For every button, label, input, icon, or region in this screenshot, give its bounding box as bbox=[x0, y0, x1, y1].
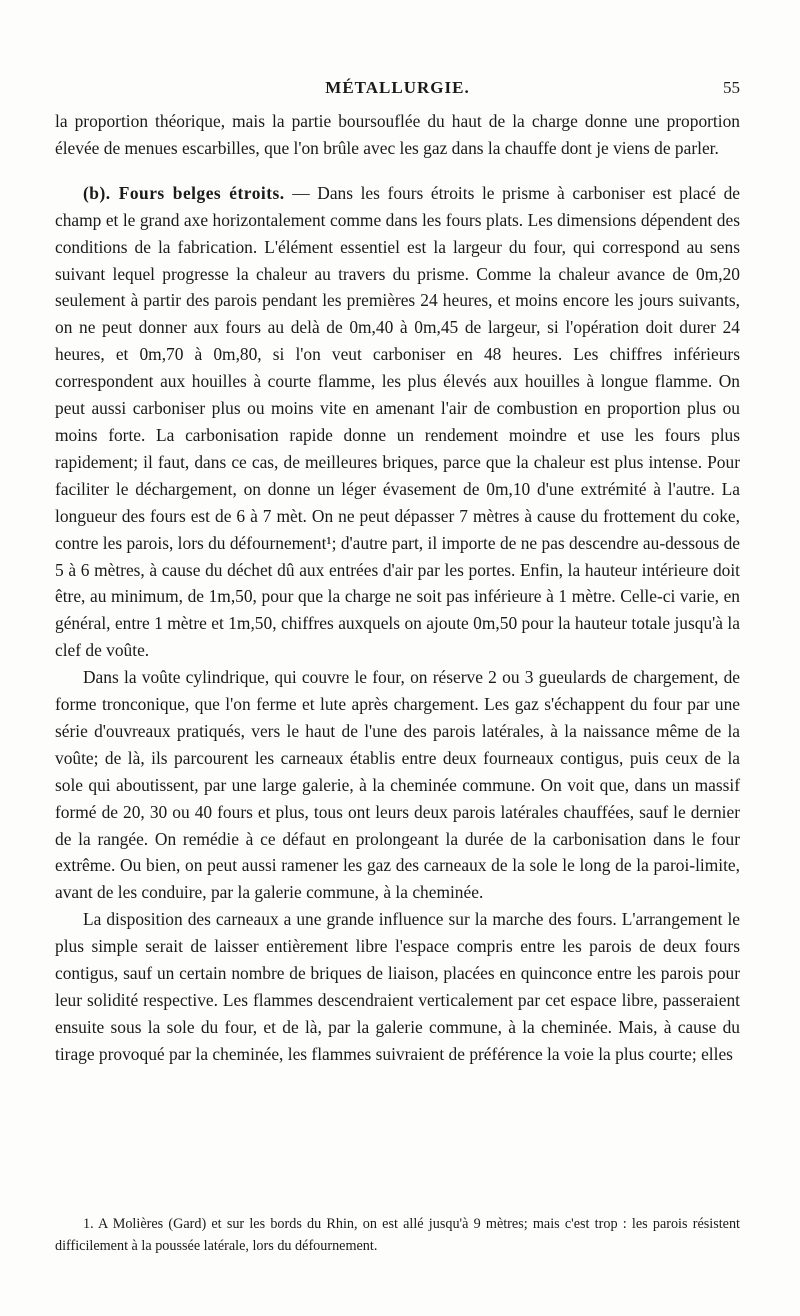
page-number: 55 bbox=[723, 78, 740, 97]
paragraph-carneaux: La disposition des carneaux a une grande influence sur la marche des fours. L'arrangement le plus simple serait de laisser entièrement libre l'espace compris entre les parois de deux fours contigus, sauf un certain nombre de briques de liaison, placées en quinconce entre les parois pour leur solidité respective. Les flammes descendraient verticalement par cet espace libre, passeraient ensuite sous la sole du four, et de là, par la galerie commune, à la cheminée. Mais, à cause du tirage provoqué par la cheminée, les flammes suivraient de préférence la voie la plus courte; elles bbox=[55, 909, 740, 1064]
footnote: 1. A Molières (Gard) et sur les bords du Rhin, on est allé jusqu'à 9 mètres; mais c'est trop : les parois résistent difficilement à la poussée latérale, lors du défournement. bbox=[55, 1216, 740, 1254]
section-heading: (b). Fours belges étroits. bbox=[83, 182, 285, 203]
paragraph-voute: Dans la voûte cylindrique, qui couvre le four, on réserve 2 ou 3 gueulards de chargement, de forme tronconique, que l'on ferme et lute après chargement. Les gaz s'échappent du four par une série d'ouvreaux pratiqués, vers le haut de l'une des parois latérales, à la naissance même de la voûte; de là, ils parcourent les carneaux établis entre deux fourneaux contigus, puis ceux de la sole qui aboutissent, par une large galerie, à la cheminée commune. On voit que, dans un massif formé de 20, 30 ou 40 fours et plus, tous ont leurs deux parois latérales chauffées, sauf le dernier de la rangée. On remédie à ce défaut en prolongeant la durée de la carbonisation dans le four extrême. Ou bien, on peut aussi ramener les gaz des carneaux de la sole le long de la paroi-limite, avant de les conduire, par la galerie commune, à la cheminée. bbox=[55, 667, 740, 903]
running-head bbox=[55, 78, 740, 104]
paragraph-gap bbox=[55, 162, 740, 180]
body-text bbox=[55, 108, 740, 1068]
section-body: — Dans les fours étroits le prisme à carboniser est placé de champ et le grand axe horizontalement comme dans les fours plats. Les dimensions dépendent des conditions de la fabrication. L'élément essentiel est la largeur du four, qui correspond au sens suivant lequel progresse la chaleur au travers du prisme. Comme la chaleur avance de 0m,20 seulement à partir des parois pendant les premières 24 heures, et moins encore les jours suivants, on ne peut donner aux fours au delà de 0m,40 à 0m,45 de largeur, si l'opération doit durer 24 heures, et 0m,70 à 0m,80, si l'on veut carboniser en 48 heures. Les chiffres inférieurs correspondent aux houilles à courte flamme, les plus élevés aux houilles à longue flamme. On peut aussi carboniser plus ou moins vite en amenant l'air de combustion en proportion plus ou moins forte. La carbonisation rapide donne un rendement moindre et use les fours plus rapidement; il faut, dans ce cas, de meilleures briques, parce que la chaleur est plus intense. Pour faciliter le déchargement, on donne un léger évasement de 0m,10 d'une extrémité à l'autre. La longueur des fours est de 6 à 7 mèt. On ne peut dépasser 7 mètres à cause du frottement du coke, contre les parois, lors du défournement¹; d'autre part, il importe de ne pas descendre au-dessous de 5 à 6 mètres, à cause du déchet dû aux entrées d'air par les portes. Enfin, la hauteur intérieure doit être, au minimum, de 1m,50, pour que la charge ne soit pas inférieure à 1 mètre. Celle-ci varie, en général, entre 1 mètre et 1m,50, chiffres auxquels on ajoute 0m,50 pour la hauteur totale jusqu'à la clef de voûte. bbox=[55, 182, 741, 661]
paragraph-fours-belges bbox=[55, 180, 740, 664]
running-title: MÉTALLURGIE. bbox=[325, 78, 470, 97]
paragraph-continuation: la proportion théorique, mais la partie boursouflée du haut de la charge donne une proportion élevée de menues escarbilles, que l'on brûle avec les gaz dans la chauffe dont je viens de parler. bbox=[55, 111, 740, 158]
